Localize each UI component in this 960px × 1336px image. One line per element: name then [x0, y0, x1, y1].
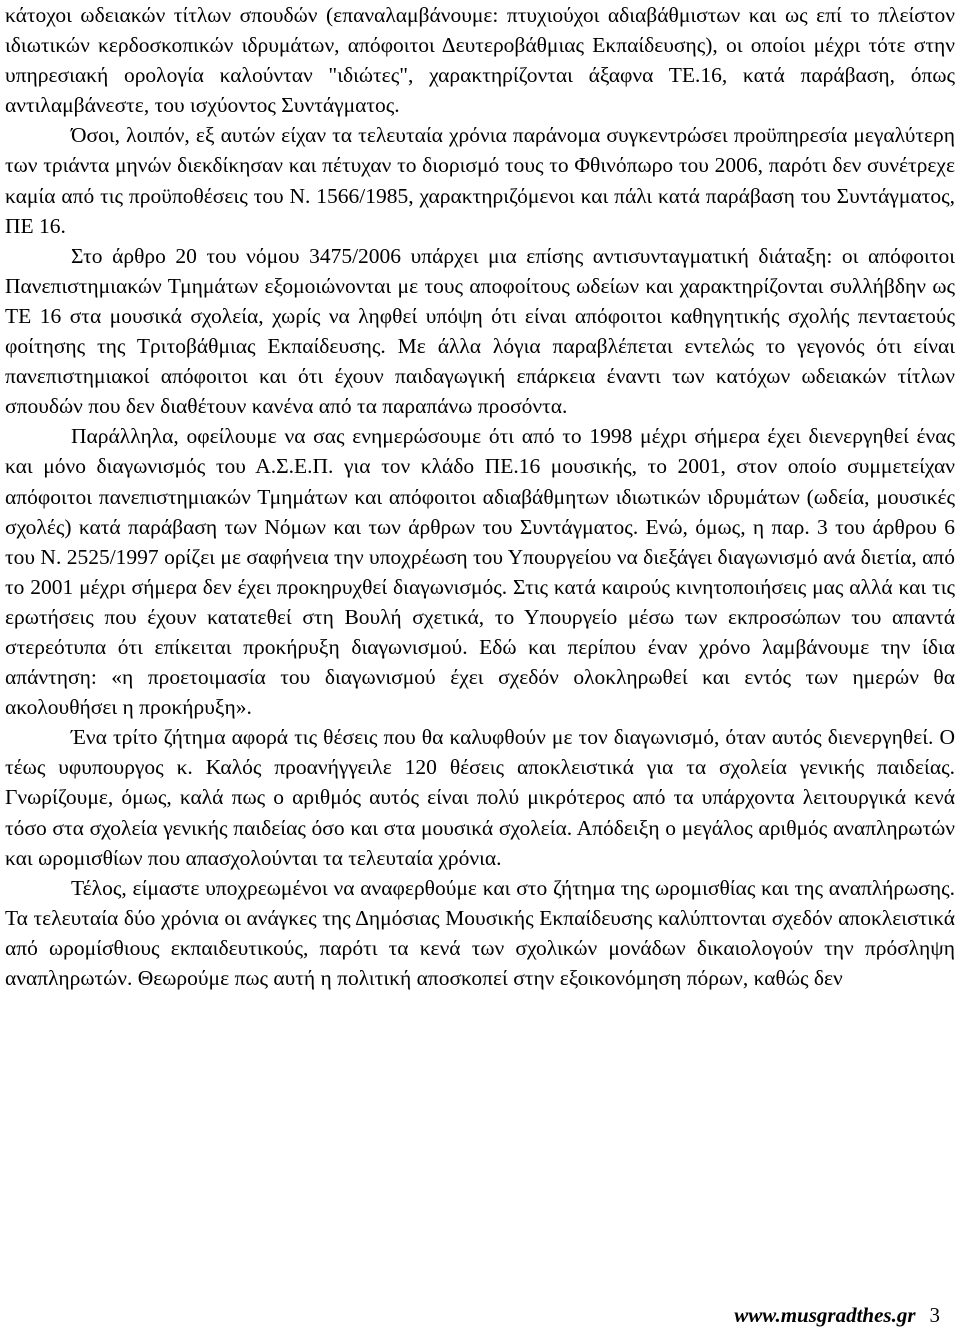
paragraph-4: Παράλληλα, οφείλουμε να σας ενημερώσουμε ότι από το 1998 μέχρι σήμερα έχει διενεργηθεί ένας και μόνο διαγωνισμός του Α.Σ.Ε.Π. για τον κλάδο ΠΕ.16 μουσικής, το 2001, στον οποίο συμμετείχαν απόφοιτοι πανεπιστημιακών Τμημάτων και απόφοιτοι αδιαβάθμητων ιδιωτικών ιδρυμάτων (ωδεία, μουσικές σχολές) κατά παράβαση των Νόμων και των άρθρων του Συντάγματος. Ενώ, όμως, η παρ. 3 του άρθρου 6 του Ν. 2525/1997 ορίζει με σαφήνεια την υποχρέωση του Υπουργείου να διεξάγει διαγωνισμό ανά διετία, από το 2001 μέχρι σήμερα δεν έχει προκηρυχθεί διαγωνισμός. Στις κατά καιρούς κινητοποιήσεις μας αλλά και τις ερωτήσεις που έχουν κατατεθεί στη Βουλή σχετικά, το Υπουργείο μέσω των εκπροσώπων του απαντά στερεότυπα ότι επίκειται προκήρυξη διαγωνισμού. Εδώ και περίπου έναν χρόνο λαμβάνουμε την ίδια απάντηση: «η προετοιμασία του διαγωνισμού έχει σχεδόν ολοκληρωθεί και εντός των ημερών θα ακολουθήσει η προκήρυξη».	[5, 424, 955, 720]
paragraph-6: Τέλος, είμαστε υποχρεωμένοι να αναφερθούμε και στο ζήτημα της ωρομισθίας και της αναπλήρωσης. Τα τελευταία δύο χρόνια οι ανάγκες της Δημόσιας Μουσικής Εκπαίδευσης καλύπτονται σχεδόν αποκλειστικά από ωρομίσθιους εκπαιδευτικούς, παρότι τα κενά των σχολικών μονάδων δικαιολογούν την πρόσληψη αναπληρωτών. Θεωρούμε πως αυτή η πολιτική αποσκοπεί στην εξοικονόμηση πόρων, καθώς δεν	[5, 875, 955, 990]
paragraph-2: Όσοι, λοιπόν, εξ αυτών είχαν τα τελευταία χρόνια παράνομα συγκεντρώσει προϋπηρεσία μεγαλύτερη των τριάντα μηνών διεκδίκησαν και πέτυχαν το διορισμό τους το Φθινόπωρο του 2006, παρότι δεν συνέτρεχε καμία από τις προϋποθέσεις του Ν. 1566/1985, χαρακτηριζόμενοι και πάλι κατά παράβαση του Συντάγματος, ΠΕ 16.	[5, 123, 955, 238]
page-footer	[734, 1303, 940, 1328]
paragraph-3: Στο άρθρο 20 του νόμου 3475/2006 υπάρχει μια επίσης αντισυνταγματική διάταξη: οι απόφοιτοι Πανεπιστημιακών Τμημάτων εξομοιώνονται με τους αποφοίτους ωδείων και χαρακτηρίζονται συλλήβδην ως ΤΕ 16 στα μουσικά σχολεία, χωρίς να ληφθεί υπόψη ότι είναι απόφοιτοι καθηγητικής σχολής πενταετούς φοίτησης της Τριτοβάθμιας Εκπαίδευσης. Με άλλα λόγια παραβλέπεται εντελώς το γεγονός ότι είναι πανεπιστημιακοί απόφοιτοι και ότι έχουν παιδαγωγική επάρκεια έναντι των κατόχων ωδειακών τίτλων σπουδών που δεν διαθέτουν κανένα από τα παραπάνω προσόντα.	[5, 243, 955, 419]
page-number: 3	[929, 1303, 940, 1327]
paragraph-1: κάτοχοι ωδειακών τίτλων σπουδών (επαναλαμβάνουμε: πτυχιούχοι αδιαβάθμιστων και ως επί το πλείστον ιδιωτικών κερδοσκοπικών ιδρυμάτων, απόφοιτοι Δευτεροβάθμιας Εκπαίδευσης), οι οποίοι μέχρι τότε στην υπηρεσιακή ορολογία καλούνταν "ιδιώτες", χαρακτηρίζονται άξαφνα ΤΕ.16, κατά παράβαση, όπως αντιλαμβάνεστε, του ισχύοντος Συντάγματος.	[5, 3, 955, 118]
paragraph-5: Ένα τρίτο ζήτημα αφορά τις θέσεις που θα καλυφθούν με τον διαγωνισμό, όταν αυτός διενεργηθεί. Ο τέως υφυπουργος κ. Καλός προανήγγειλε 120 θέσεις αποκλειστικά για τα σχολεία γενικής παιδείας. Γνωρίζουμε, όμως, καλά πως ο αριθμός αυτός είναι πολύ μικρότερος από τα υπάρχοντα λειτουργικά κενά τόσο στα σχολεία γενικής παιδείας όσο και στα μουσικά σχολεία. Απόδειξη ο μεγάλος αριθμός αναπληρωτών και ωρομισθίων που απασχολούνται τα τελευταία χρόνια.	[5, 725, 955, 870]
document-body	[5, 0, 955, 993]
footer-website: www.musgradthes.gr	[734, 1303, 916, 1327]
